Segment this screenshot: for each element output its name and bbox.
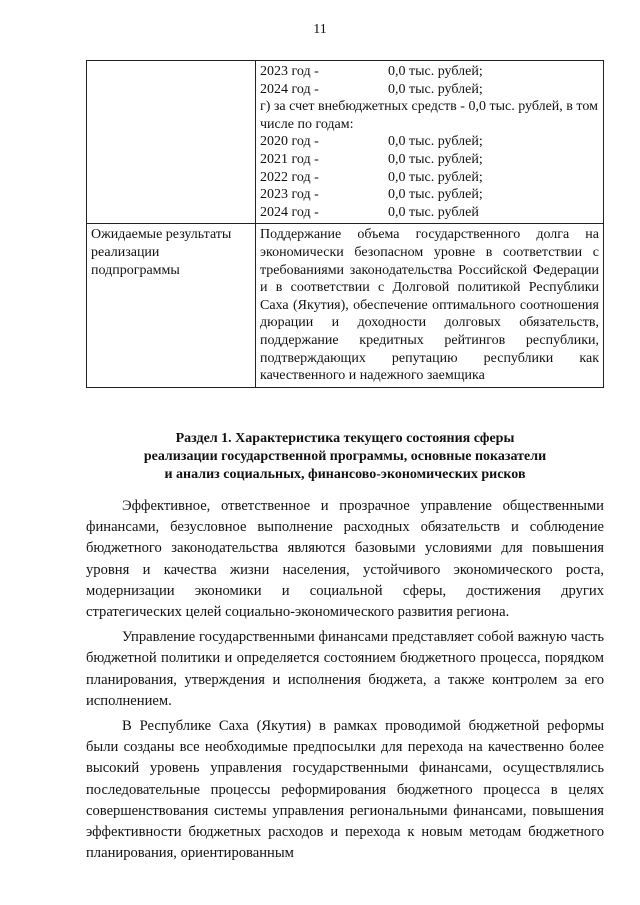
paragraph: В Республике Саха (Якутия) в рамках проводимой бюджетной реформы были созданы все необходимые предпосылки для перехода на качественно более высокий уровень управления государственными финансами, осуществлялись последовательные процессы реформирования бюджетного процесса в целях совершенствования системы управления региональными финансами, повышения эффективности бюджетных расходов и перехода к новым методам бюджетного планирования, ориентированным bbox=[86, 718, 604, 862]
funding-year: 2023 год - bbox=[260, 64, 319, 79]
section-body bbox=[86, 496, 604, 868]
funding-row bbox=[87, 61, 604, 224]
page-number: 11 bbox=[313, 22, 327, 37]
funding-amount: 0,0 тыс. рублей; bbox=[388, 187, 483, 203]
funding-year: 2020 год - bbox=[260, 134, 319, 150]
heading-line: и анализ социальных, финансово-экономических рисков bbox=[164, 467, 526, 482]
funding-line bbox=[260, 133, 599, 151]
funding-cell bbox=[256, 61, 604, 224]
funding-line bbox=[260, 169, 599, 187]
results-text: Поддержание объема государственного долга на экономически безопасном уровне в соответствии с требованиями законодательства Российской Федерации и в соответствии с Долговой политикой Республики Саха (Якутия), обеспечение оптимального соотношения дюрации и доходности долговых обязательств, поддержание кредитных рейтингов республики, подтверждающих репутацию республики как качественного и надежного заемщика bbox=[256, 224, 604, 387]
results-label: Ожидаемые результаты реализации подпрограммы bbox=[87, 224, 256, 387]
funding-amount: 0,0 тыс. рублей; bbox=[388, 81, 483, 97]
paragraph: Эффективное, ответственное и прозрачное управление общественными финансами, безусловное выполнение расходных обязательств и соблюдение бюджетного законодательства являются базовыми условиями для повышения уровня и качества жизни населения, устойчивого экономического роста, модернизации экономики и социальной сферы, достижения других стратегических целей социально-экономического развития региона. bbox=[86, 498, 604, 621]
funding-line bbox=[260, 151, 599, 169]
funding-amount: 0,0 тыс. рублей; bbox=[388, 64, 483, 79]
funding-label-cell bbox=[87, 61, 256, 224]
funding-year: 2023 год - bbox=[260, 187, 319, 203]
heading-line: реализации государственной программы, основные показатели bbox=[143, 449, 547, 464]
funding-year: 2024 год - bbox=[260, 81, 319, 97]
funding-line bbox=[260, 63, 599, 81]
funding-year: 2024 год - bbox=[260, 204, 319, 220]
passport-table bbox=[86, 60, 604, 388]
funding-year: 2021 год - bbox=[260, 151, 319, 167]
funding-line bbox=[260, 81, 599, 99]
funding-year: 2022 год - bbox=[260, 169, 319, 185]
funding-line bbox=[260, 186, 599, 204]
funding-subheading: г) за счет внебюджетных средств - 0,0 тыс. рублей, в том числе по годам: bbox=[260, 99, 598, 132]
paragraph: Управление государственными финансами представляет собой важную часть бюджетной политики и определяется состоянием бюджетного процесса, порядком планирования, утверждения и исполнения бюджета, а также контролем за его исполнением. bbox=[86, 629, 604, 709]
funding-amount: 0,0 тыс. рублей; bbox=[388, 134, 483, 150]
section-heading bbox=[86, 430, 604, 484]
funding-amount: 0,0 тыс. рублей; bbox=[388, 169, 483, 185]
funding-amount: 0,0 тыс. рублей bbox=[388, 204, 479, 220]
heading-line: Раздел 1. Характеристика текущего состояния сферы bbox=[175, 431, 515, 446]
results-row bbox=[87, 224, 604, 387]
funding-line bbox=[260, 204, 599, 222]
funding-amount: 0,0 тыс. рублей; bbox=[388, 151, 483, 167]
